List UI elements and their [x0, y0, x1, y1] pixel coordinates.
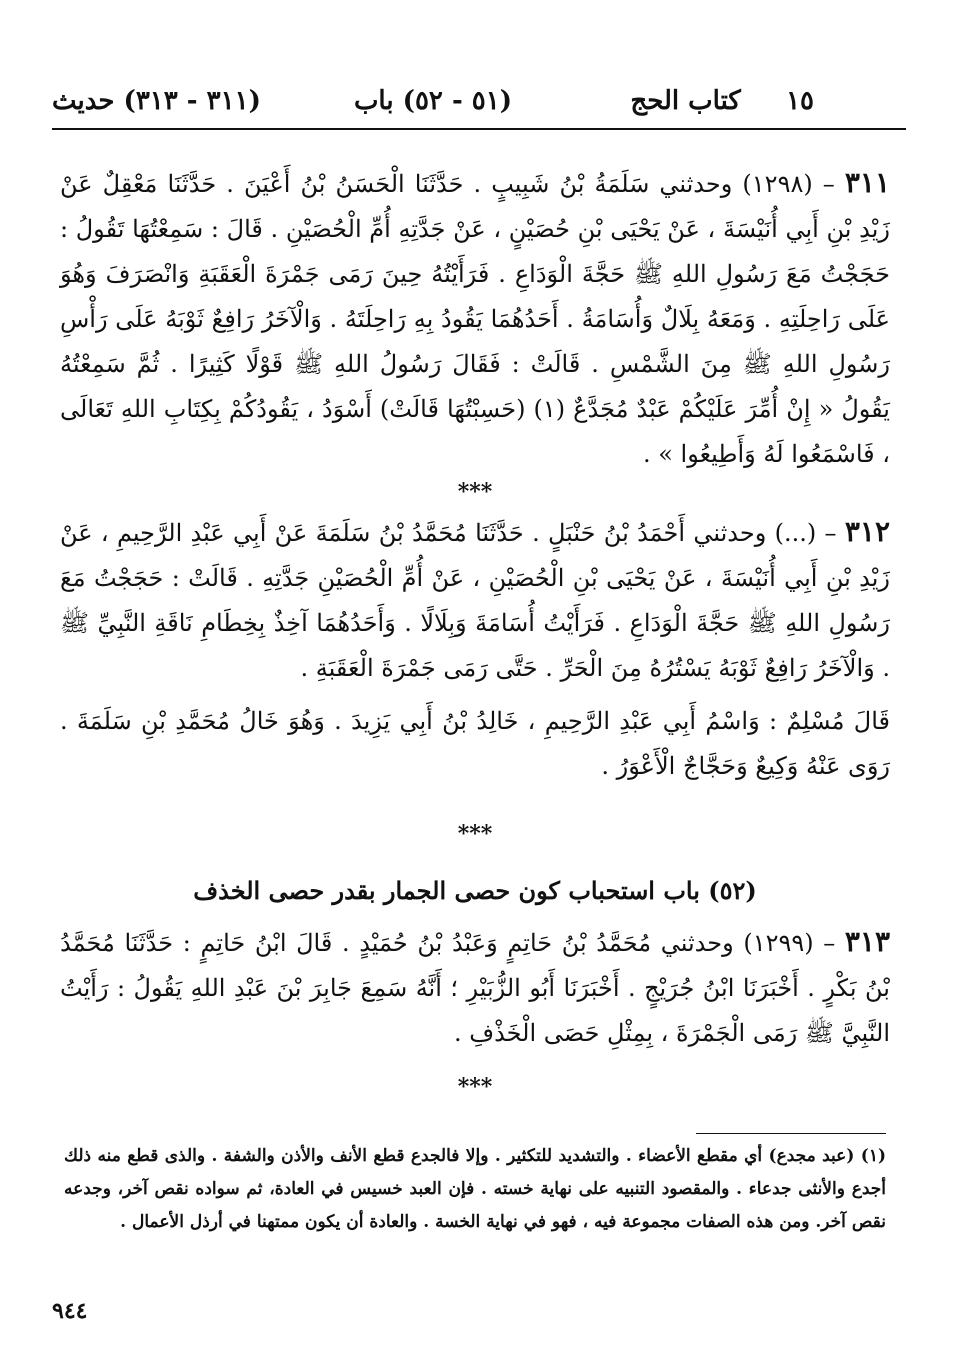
separator-stars: ***: [457, 1074, 493, 1100]
hadith-text: – (١٢٩٨) وحدثني سَلَمَةُ بْنُ شَبِيبٍ . حَدَّثَنَا الْحَسَنُ بْنُ أَعْيَنَ . حَدَّثَنَا مَعْقِلٌ عَنْ زَيْدِ بْنِ أَبِي أُنَيْسَةَ ، عَنْ يَحْيَى بْنِ حُصَيْنٍ ، عَنْ جَدَّتِهِ أُمِّ الْحُصَيْنِ . قَالَ : سَمِعْتُهَا تَقُولُ : حَجَجْتُ مَعَ رَسُولِ اللهِ ﷺ حَجَّةَ الْوَدَاعِ . فَرَأَيْتُهُ حِينَ رَمَى جَمْرَةَ الْعَقَبَةِ وَانْصَرَفَ وَهُوَ عَلَى رَاحِلَتِهِ . وَمَعَهُ بِلَالٌ وَأُسَامَةُ . أَحَدُهُمَا يَقُودُ بِهِ رَاحِلَتَهُ . وَالْآخَرُ رَافِعٌ ثَوْبَهُ عَلَى رَأْسِ رَسُولِ اللهِ ﷺ مِنَ الشَّمْسِ . قَالَتْ : فَقَالَ رَسُولُ اللهِ ﷺ قَوْلًا كَثِيرًا . ثُمَّ سَمِعْتُهُ يَقُولُ « إِنْ أُمِّرَ عَلَيْكُمْ عَبْدٌ مُجَدَّعٌ (١) (حَسِبْتُهَا قَالَتْ) أَسْوَدُ ، يَقُودُكُمْ بِكِتَابِ اللهِ تَعَالَى ، فَاسْمَعُوا لَهُ وَأَطِيعُوا » .: [60, 170, 890, 468]
separator-stars: ***: [457, 479, 493, 505]
hadith-text: – (١٢٩٩) وحدثني مُحَمَّدُ بْنُ حَاتِمٍ وَعَبْدُ بْنُ حُمَيْدٍ . قَالَ ابْنُ حَاتِمٍ : حَدَّثَنَا مُحَمَّدُ بْنُ بَكْرٍ . أَخْبَرَنَا ابْنُ جُرَيْجٍ . أَخْبَرَنَا أَبُو الزُّبَيْرِ ؛ أَنَّهُ سَمِعَ جَابِرَ بْنَ عَبْدِ اللهِ يَقُولُ : رَأَيْتُ النَّبِيَّ ﷺ رَمَى الْجَمْرَةَ ، بِمِثْلِ حَصَى الْخَذْفِ .: [60, 929, 890, 1047]
header-page-number: ١٥: [786, 86, 814, 116]
footnote: (١) (عبد مجدع) أي مقطع الأعضاء . والتشديد للتكثير . وإلا فالجدع قطع الأنف والأذن والشفة . والذى قطع منه ذلك أجدع والأنثى جدعاء . والمقصود التنبيه على نهاية خسته . فإن العبد خسيس في العادة، ثم سواده نقص آخر، وجدعه نقص آخر. ومن هذه الصفات مجموعة فيه ، فهو في نهاية الخسة . والعادة أن يكون ممتهنا في أرذل الأعمال .: [64, 1146, 886, 1232]
header-hadiths: (٣١١ - ٣١٣) حديث: [52, 86, 261, 116]
hadith-text: – (...) وحدثني أَحْمَدُ بْنُ حَنْبَلٍ . حَدَّثَنَا مُحَمَّدُ بْنُ سَلَمَةَ عَنْ أَبِي عَبْدِ الرَّحِيمِ ، عَنْ زَيْدِ بْنِ أَبِي أُنَيْسَةَ ، عَنْ يَحْيَى بْنِ الْحُصَيْنِ ، عَنْ أُمِّ الْحُصَيْنِ جَدَّتِهِ . قَالَتْ : حَجَجْتُ مَعَ رَسُولِ اللهِ ﷺ حَجَّةَ الْوَدَاعِ . فَرَأَيْتُ أُسَامَةَ وَبِلَالًا . وَأَحَدُهُمَا آخِذٌ بِخِطَامِ نَاقَةِ النَّبِيِّ ﷺ . وَالْآخَرُ رَافِعٌ ثَوْبَهُ يَسْتُرُهُ مِنَ الْحَرِّ . حَتَّى رَمَى جَمْرَةَ الْعَقَبَةِ .: [60, 519, 890, 682]
hadith-number: ٣١٢: [844, 515, 890, 548]
hadith-number: ٣١١: [844, 166, 890, 199]
chapter-heading: (٥٢) باب استحباب كون حصى الجمار بقدر حصى الخذف: [193, 876, 757, 905]
main-text: [60, 160, 890, 1124]
header-title: [630, 86, 814, 116]
header-rule: [52, 128, 906, 130]
page-header: [52, 86, 814, 126]
muslim-note: قَالَ مُسْلِمٌ : وَاسْمُ أَبِي عَبْدِ الرَّحِيمِ ، خَالِدُ بْنُ أَبِي يَزِيدَ . وَهُوَ خَالُ مُحَمَّدِ بْنِ سَلَمَةَ . رَوَى عَنْهُ وَكِيعٌ وَحَجَّاجٌ الْأَعْوَرُ .: [60, 707, 890, 780]
hadith-number: ٣١٣: [844, 925, 890, 958]
header-chapters: (٥١ - ٥٢) باب: [353, 86, 513, 116]
hadith-313: [60, 919, 890, 1056]
page-number: ٩٤٤: [52, 1298, 88, 1324]
hadith-312: [60, 509, 890, 691]
separator-stars: ***: [457, 821, 493, 847]
hadith-311: [60, 160, 890, 477]
header-book-title: كتاب الحج: [630, 86, 741, 116]
footnote-rule: [696, 1133, 886, 1134]
